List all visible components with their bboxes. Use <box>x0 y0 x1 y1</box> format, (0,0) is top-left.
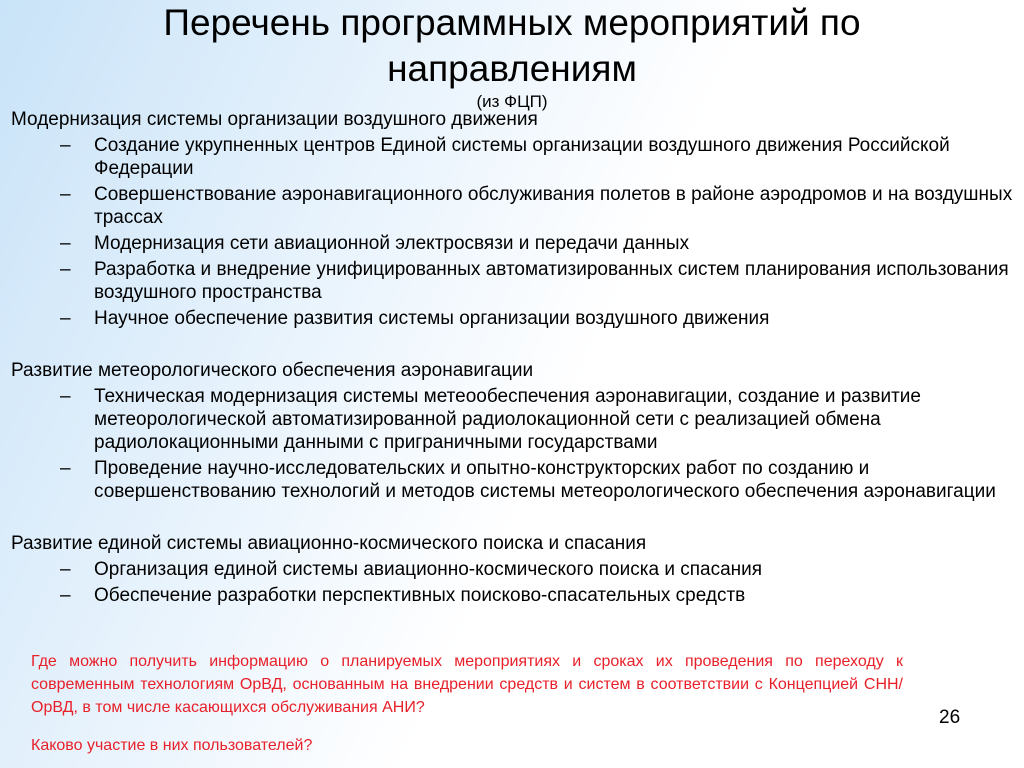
title-line-1: Перечень программных мероприятий по <box>163 2 861 43</box>
dash-bullet: – <box>60 308 71 329</box>
list-item <box>11 584 1016 607</box>
section-search-and-rescue <box>11 532 1016 607</box>
dash-bullet: – <box>60 135 71 156</box>
list-item-text: Организация единой системы авиационно-космического поиска и спасания <box>94 559 763 580</box>
dash-bullet: – <box>60 585 71 606</box>
dash-bullet: – <box>60 386 71 407</box>
list-item-text: Модернизация сети авиационной электросвязи и передачи данных <box>94 233 690 254</box>
list-item <box>11 232 1016 255</box>
dash-bullet: – <box>60 458 71 479</box>
list-item-text: Техническая модернизация системы метеообеспечения аэронавигации, создание и развитие метеорологической автоматизированной радиолокационной сети с реализацией обмена радиолокационными данными с приграничными государствами <box>94 386 921 453</box>
question-text: Каково участие в них пользователей? <box>31 737 313 754</box>
section-items <box>11 134 1016 330</box>
slide-subtitle: (из ФЦП) <box>476 92 548 111</box>
list-item-text: Совершенствование аэронавигационного обслуживания полетов в районе аэродромов и на воздушных трассах <box>94 184 1013 228</box>
section-spacer <box>11 506 1016 532</box>
title-line-2: направлениям <box>387 48 637 89</box>
list-item <box>11 134 1016 180</box>
list-item-text: Научное обеспечение развития системы организации воздушного движения <box>94 308 770 329</box>
list-item-text: Обеспечение разработки перспективных поисково-спасательных средств <box>94 585 746 606</box>
list-item-text: Проведение научно-исследовательских и опытно-конструкторских работ по созданию и совершенствованию технологий и методов системы метеорологического обеспечения аэронавигации <box>94 458 996 502</box>
slide-content <box>11 108 1016 610</box>
section-title: Развитие единой системы авиационно-космического поиска и спасания <box>11 533 647 554</box>
section-air-traffic-modernization <box>11 108 1016 330</box>
slide-title <box>0 0 1024 92</box>
list-item <box>11 457 1016 503</box>
list-item-text: Разработка и внедрение унифицированных автоматизированных систем планирования использования воздушного пространства <box>94 259 1009 303</box>
dash-bullet: – <box>60 184 71 205</box>
section-spacer <box>11 333 1016 359</box>
list-item <box>11 307 1016 330</box>
section-items <box>11 385 1016 503</box>
dash-bullet: – <box>60 259 71 280</box>
page-number: 26 <box>939 707 961 728</box>
section-title: Модернизация системы организации воздушного движения <box>11 109 538 130</box>
list-item <box>11 183 1016 229</box>
list-item <box>11 558 1016 581</box>
section-title: Развитие метеорологического обеспечения аэронавигации <box>11 360 534 381</box>
dash-bullet: – <box>60 559 71 580</box>
section-meteorological-support <box>11 359 1016 503</box>
dash-bullet: – <box>60 233 71 254</box>
question-text: Где можно получить информацию о планируемых мероприятиях и сроках их проведения по переходу к современным технологиям ОрВД, основанным на внедрении средств и систем в соответствии с Концепцией СНН/ОрВД, в том числе касающихся обслуживания АНИ? <box>31 653 903 716</box>
list-item <box>11 258 1016 304</box>
list-item <box>11 385 1016 454</box>
list-item-text: Создание укрупненных центров Единой системы организации воздушного движения Российской Федерации <box>94 135 950 179</box>
section-items <box>11 558 1016 607</box>
